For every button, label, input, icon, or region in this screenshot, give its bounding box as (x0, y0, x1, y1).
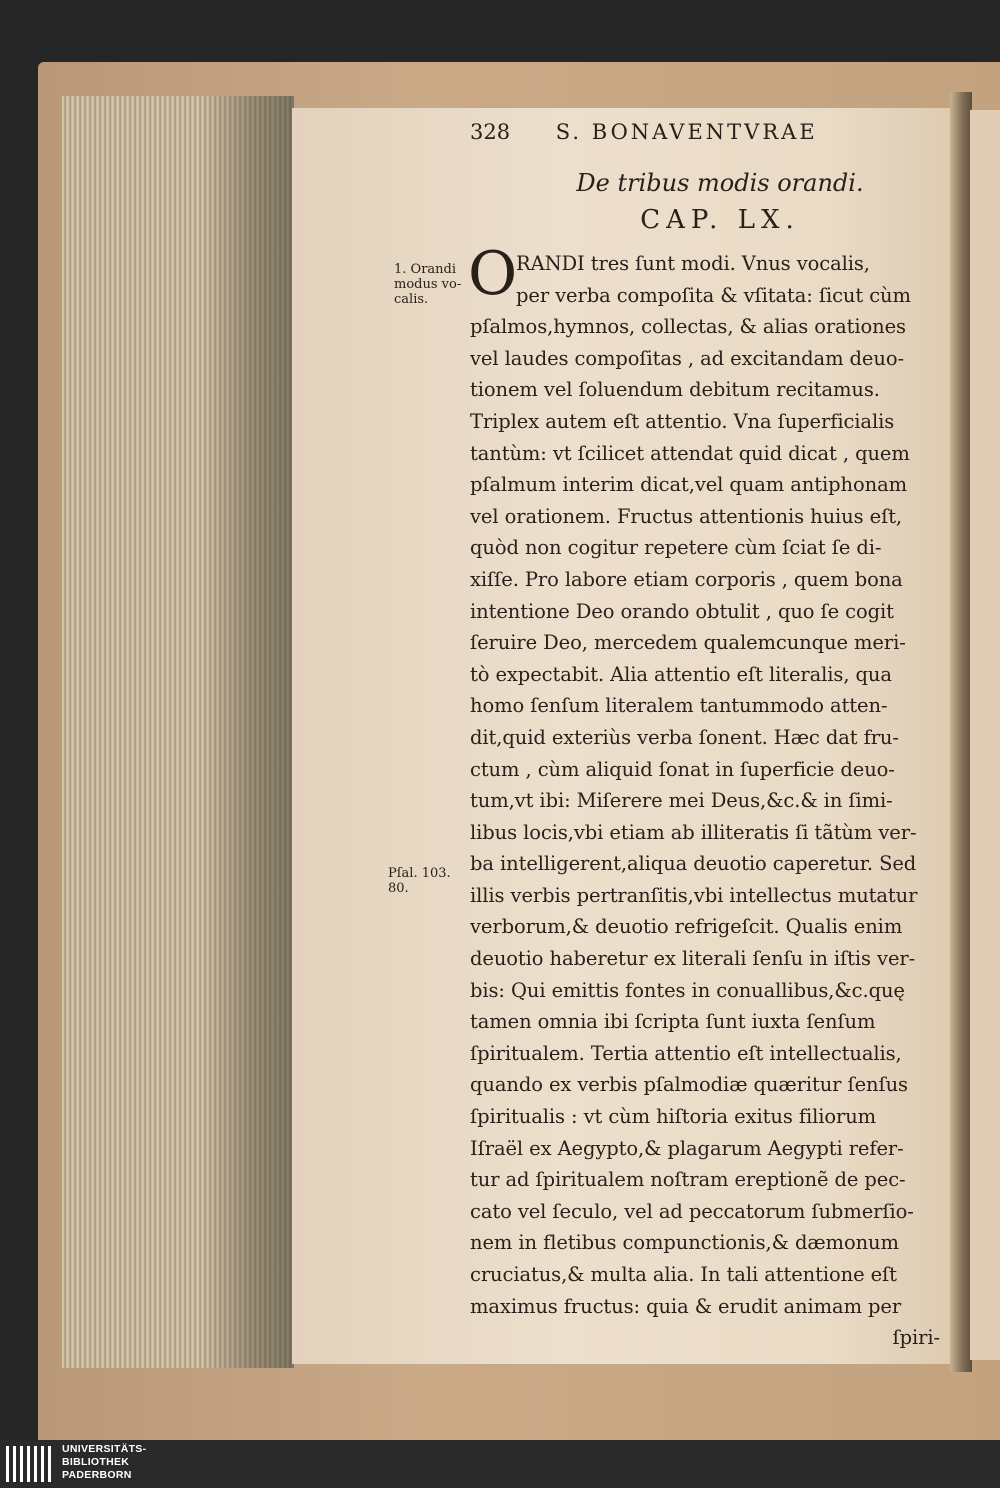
text-line: tionem vel ſoluendum debitum recitamus. (470, 378, 880, 402)
chapter-number: CAP. LX. (640, 205, 800, 235)
logo-line: BIBLIOTHEK (62, 1456, 130, 1468)
text-line: cruciatus,& multa alia. In tali attentione eſt (470, 1263, 897, 1286)
library-logo-icon (6, 1446, 54, 1482)
text-line: deuotio haberetur ex literali ſenſu in iſtis ver- (470, 947, 916, 971)
book-gutter (950, 92, 972, 1372)
text-line: ſeruire Deo, mercedem qualemcunque meri- (470, 631, 906, 655)
text-line: pſalmos,hymnos, collectas, & alias orationes (470, 315, 906, 339)
margin-note-line: 1. Orandi (394, 262, 457, 277)
page-edges-shadow (200, 96, 294, 1368)
text-line: verborum,& deuotio refrigeſcit. Qualis enim (470, 915, 903, 939)
text-line: ba intelligerent,aliqua deuotio caperetur. Sed (470, 852, 917, 876)
text-line: libus locis,vbi etiam ab illiteratis ſi tãtùm ver- (470, 820, 917, 844)
text-line: maximus fructus: quia & erudit animam per (470, 1294, 902, 1318)
drop-cap: O (468, 239, 518, 309)
page-number: 328 (470, 120, 511, 144)
margin-note-line: modus vo- (394, 277, 462, 292)
text-line: pſalmum interim dicat,vel quam antiphonam (470, 473, 907, 497)
margin-note-psalm (388, 866, 478, 896)
text-line: illis verbis pertranſitis,vbi intellectus mutatur (470, 883, 918, 907)
text-line: bis: Qui emittis fontes in conuallibus,&c.quę (470, 978, 905, 1002)
text-line: nem in fletibus compunctionis,& dæmonum (470, 1231, 899, 1255)
text-line: tum,vt ibi: Miſerere mei Deus,&c.& in ſimi- (470, 789, 893, 813)
text-line: xiſſe. Pro labore etiam corporis , quem bona (470, 567, 903, 591)
text-line: ſpiri- (892, 1326, 940, 1350)
facing-page-edge (970, 110, 1000, 1360)
text-line: dit,quid exteriùs verba ſonent. Hæc dat fru- (470, 725, 899, 749)
text-line: tamen omnia ibi ſcripta ſunt iuxta ſenſum (470, 1010, 876, 1034)
text-line: vel laudes compoſitas , ad excitandam deuo- (470, 346, 904, 370)
library-logo (0, 1440, 1000, 1488)
body-text (468, 239, 940, 1354)
text-line: cato vel ſeculo, vel ad peccatorum ſubmerſio- (470, 1199, 914, 1223)
text-line: tantùm: vt ſcilicet attendat quid dicat , quem (470, 441, 910, 465)
logo-line: PADERBORN (62, 1469, 132, 1481)
margin-note-line: 80. (388, 881, 409, 896)
text-line: ctum , cùm aliquid ſonat in ſuperficie deuo- (470, 757, 895, 781)
running-title: S. BONAVENTVRAE (555, 120, 818, 144)
text-line: intentione Deo orando obtulit , quo ſe cogit (470, 599, 894, 623)
text-line: Iſraël ex Aegypto,& plagarum Aegypti refer- (470, 1136, 904, 1160)
text-line: homo ſenſum literalem tantummodo atten- (470, 694, 888, 718)
text-line: ſpiritualis : vt cùm hiſtoria exitus filiorum (470, 1105, 877, 1129)
chapter-title: De tribus modis orandi. (576, 169, 864, 197)
text-line: quòd non cogitur repetere cùm ſciat ſe di- (470, 536, 882, 560)
text-line: quando ex verbis pſalmodiæ quæritur ſenſus (470, 1073, 908, 1097)
library-logo-text (62, 1443, 146, 1482)
text-lines (470, 248, 940, 1354)
text-line: tur ad ſpiritualem noſtram ereptionẽ de pec- (470, 1168, 906, 1192)
text-line: RANDI tres ſunt modi. Vnus vocalis, (516, 252, 870, 275)
text-line: ſpiritualem. Tertia attentio eſt intellectualis, (470, 1041, 902, 1065)
text-line: vel orationem. Fructus attentionis huius eſt, (470, 504, 903, 528)
logo-line: UNIVERSITÄTS- (62, 1443, 147, 1455)
text-line: per verba compoſita & vſitata: ſicut cùm (516, 283, 911, 307)
running-head (470, 112, 940, 152)
margin-note-vocalis (394, 262, 484, 307)
margin-note-line: Pſal. 103. (388, 866, 451, 881)
margin-note-line: calis. (394, 292, 429, 307)
text-line: tò expectabit. Alia attentio eſt literalis, qua (470, 662, 892, 686)
text-block (470, 112, 940, 1354)
text-line: Triplex autem eſt attentio. Vna ſuperficialis (470, 409, 895, 433)
